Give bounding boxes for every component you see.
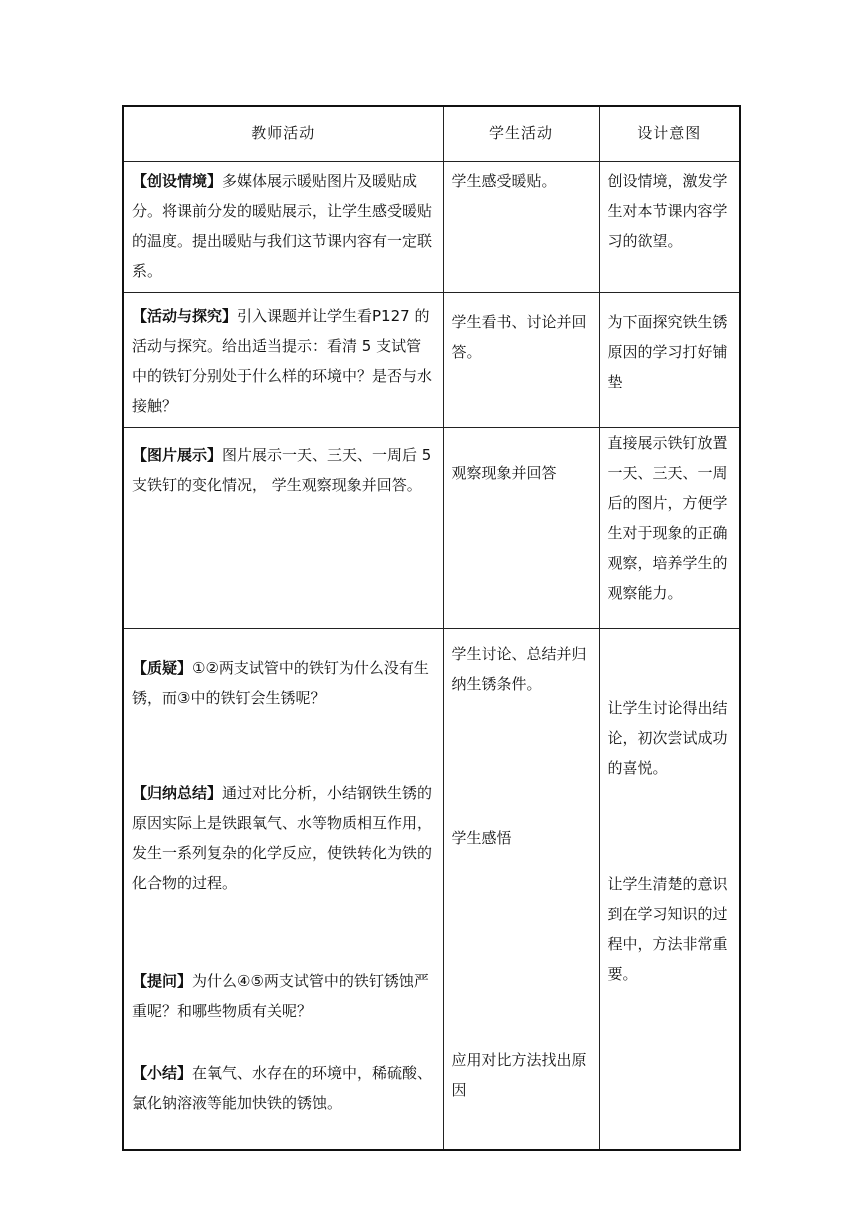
header-teacher-activity: 教师活动 xyxy=(123,106,443,162)
student-cell xyxy=(443,629,599,1150)
teacher-text: 图片展示一天、三天、一周后 5 支铁钉的变化情况， 学生观察现象并回答。 xyxy=(132,446,432,494)
teacher-text: ①②两支试管中的铁钉为什么没有生锈，而③中的铁钉会生锈呢？ xyxy=(132,659,429,707)
design-cell: 创设情境，激发学生对本节课内容学习的欲望。 xyxy=(599,162,740,293)
teacher-text: 多媒体展示暖贴图片及暖贴成分。将课前分发的暖贴展示，让学生感受暖贴的温度。提出暖贴与我们这节课内容有一定联系。 xyxy=(132,172,433,280)
student-cell: 学生感受暖贴。 xyxy=(443,162,599,293)
student-text: 应用对比方法找出原因 xyxy=(451,1051,587,1099)
design-cell xyxy=(599,629,740,1150)
question-block xyxy=(132,966,435,1058)
table-row xyxy=(123,162,740,293)
table-row xyxy=(123,428,740,629)
teacher-cell xyxy=(123,293,443,428)
table-row xyxy=(123,629,740,1150)
design-cell: 直接展示铁钉放置一天、三天、一周后的图片，方便学生对于现象的正确观察，培养学生的观察能力。 xyxy=(599,428,740,629)
section-tag: 【创设情境】 xyxy=(132,172,223,190)
student-text: 学生感悟 xyxy=(451,829,512,847)
teacher-text: 通过对比分析，小结钢铁生锈的原因实际上是铁跟氧气、水等物质相互作用，发生一系列复杂的化学反应，使铁转化为铁的化合物的过程。 xyxy=(132,784,433,892)
table-row xyxy=(123,293,740,428)
summary-block xyxy=(132,778,435,966)
student-text: 学生讨论、总结并归纳生锈条件。 xyxy=(451,645,587,693)
section-tag: 【质疑】 xyxy=(132,659,193,677)
section-tag: 【图片展示】 xyxy=(132,446,223,464)
lesson-plan-table xyxy=(122,105,741,1151)
section-tag: 【归纳总结】 xyxy=(132,784,223,802)
conclusion-block xyxy=(132,1058,435,1118)
design-text: 让学生讨论得出结论，初次尝试成功的喜悦。 xyxy=(607,699,728,777)
teacher-cell xyxy=(123,428,443,629)
teacher-text: 在氧气、水存在的环境中，稀硫酸、氯化钠溶液等能加快铁的锈蚀。 xyxy=(132,1064,433,1112)
section-tag: 【活动与探究】 xyxy=(132,307,238,325)
teacher-cell xyxy=(123,629,443,1150)
teacher-text: 为什么④⑤两支试管中的铁钉锈蚀严重呢？和哪些物质有关呢？ xyxy=(132,972,429,1020)
student-cell: 观察现象并回答 xyxy=(443,428,599,629)
student-cell: 学生看书、讨论并回答。 xyxy=(443,293,599,428)
header-student-activity: 学生活动 xyxy=(443,106,599,162)
table-header-row xyxy=(123,106,740,162)
design-cell: 为下面探究铁生锈原因的学习打好铺垫 xyxy=(599,293,740,428)
header-design-intent: 设计意图 xyxy=(599,106,740,162)
teacher-text: 引入课题并让学生看P127 的活动与探究。给出适当提示：看清 5 支试管中的铁钉分别处于什么样的环境中？是否与水接触？ xyxy=(132,307,433,415)
teacher-cell xyxy=(123,162,443,293)
question-block xyxy=(132,653,435,778)
section-tag: 【小结】 xyxy=(132,1064,193,1082)
design-text: 让学生清楚的意识到在学习知识的过程中，方法非常重要。 xyxy=(607,875,728,983)
section-tag: 【提问】 xyxy=(132,972,193,990)
